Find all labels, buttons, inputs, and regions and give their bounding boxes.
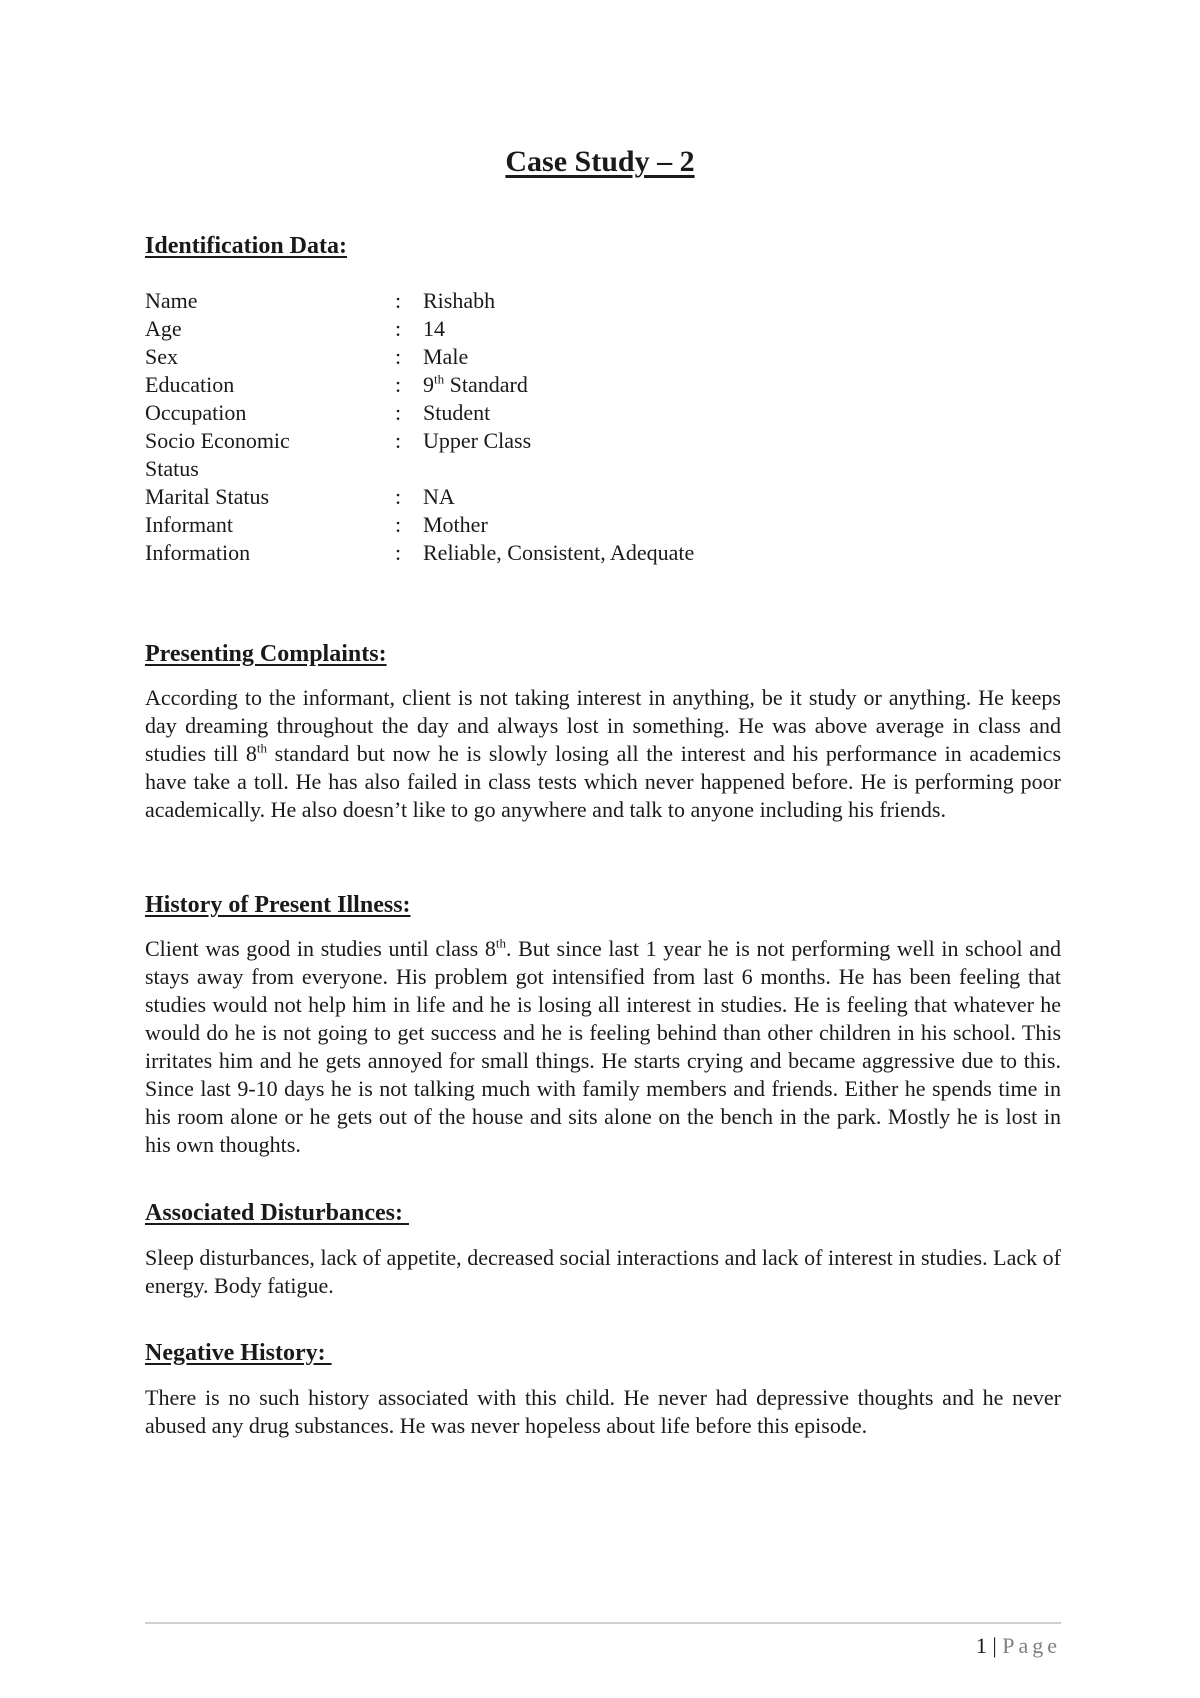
page-footer (976, 1632, 1061, 1660)
field-value: 14 (423, 316, 445, 341)
field-label: Name (145, 288, 198, 313)
field-label: Education (145, 372, 235, 397)
field-label: Sex (145, 344, 178, 369)
field-colon: : (395, 288, 402, 313)
table-row (145, 427, 823, 483)
superscript: th (495, 935, 506, 951)
table-row (145, 287, 823, 315)
field-colon: : (395, 400, 402, 425)
field-label: Age (145, 316, 182, 341)
history-present-illness-heading: History of Present Illness: (145, 892, 411, 918)
footer-separator: | (986, 1633, 1003, 1658)
table-row (145, 511, 823, 539)
field-colon: : (395, 316, 402, 341)
page-number: 1 (975, 1633, 987, 1658)
page-title: Case Study – 2 (505, 145, 695, 178)
text-segment: According to the informant, client is not taking interest in anything, be it study or anything. He keeps day dreaming throughout the day and always lost in something. He was above average in class and studies till 8 (145, 685, 1061, 766)
field-label: Informant (145, 512, 233, 537)
associated-disturbances-text: Sleep disturbances, lack of appetite, decreased social interactions and lack of interest in studies. Lack of energy. Body fatigue. (145, 1245, 1061, 1298)
field-value: Reliable, Consistent, Adequate (423, 540, 695, 565)
field-value: Upper Class (423, 428, 532, 453)
text-segment: Client was good in studies until class 8 (145, 936, 496, 961)
presenting-complaints-text (145, 684, 1061, 824)
text-segment: . But since last 1 year he is not performing well in school and stays away from everyone. His problem got intensified from last 6 months. He has been feeling that studies would not help him in life and he is losing all interest in studies. He is feeling that whatever he would do he is not going to get success and he is feeling behind than other children in his school. This irritates him and he gets annoyed for small things. He starts crying and became aggressive due to this. Since last 9-10 days he is not talking much with family members and friends. Either he spends time in his room alone or he gets out of the house and sits alone on the bench in the park. Mostly he is lost in his own thoughts. (145, 936, 1061, 1157)
value-number: 9 (423, 372, 434, 397)
field-label: Information (145, 540, 251, 565)
field-value: Student (423, 400, 491, 425)
table-row (145, 483, 823, 511)
page-word: Page (1002, 1633, 1061, 1658)
footer-divider (145, 1622, 1061, 1624)
field-colon: : (395, 372, 402, 397)
superscript: th (256, 740, 267, 756)
table-row (145, 399, 823, 427)
identification-heading: Identification Data: (145, 233, 347, 259)
field-label: Occupation (145, 400, 247, 425)
field-label: Marital Status (145, 484, 270, 509)
text-segment: standard but now he is slowly losing all the interest and his performance in academics have take a toll. He has also failed in class tests which never happened before. He is performing poor academically. He also doesn’t like to go anywhere and talk to anyone including his friends. (145, 741, 1062, 822)
field-value: Male (423, 344, 469, 369)
history-present-illness-text (145, 935, 1061, 1159)
table-row (145, 371, 823, 399)
table-row (145, 315, 823, 343)
value-rest: Standard (444, 372, 528, 397)
field-value (423, 371, 823, 399)
negative-history-heading: Negative History: (145, 1340, 332, 1366)
field-value: Rishabh (423, 288, 496, 313)
field-colon: : (395, 484, 402, 509)
value-superscript: th (434, 371, 445, 387)
table-row (145, 539, 823, 567)
presenting-complaints-heading: Presenting Complaints: (145, 641, 387, 667)
identification-table (145, 287, 823, 567)
negative-history-text: There is no such history associated with this child. He never had depressive thoughts and he never abused any drug substances. He was never hopeless about life before this episode. (145, 1385, 1061, 1438)
field-label: Socio Economic Status (145, 428, 290, 481)
field-colon: : (395, 428, 402, 453)
field-colon: : (395, 512, 402, 537)
field-colon: : (395, 344, 402, 369)
field-colon: : (395, 540, 402, 565)
field-value: Mother (423, 512, 488, 537)
associated-disturbances-heading: Associated Disturbances: (145, 1200, 409, 1226)
field-value: NA (423, 484, 455, 509)
table-row (145, 343, 823, 371)
